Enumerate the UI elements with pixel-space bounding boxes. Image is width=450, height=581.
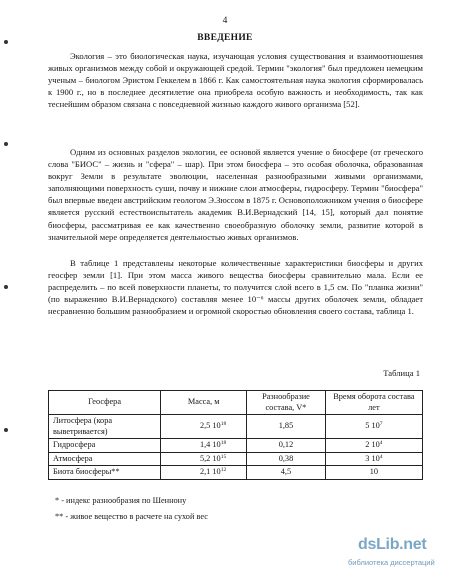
cell-diversity: 4,5: [247, 466, 326, 480]
cell-mass: 2,5 $10^{18}$: [161, 415, 247, 439]
table-row: [49, 415, 423, 439]
cell-diversity: 0,12: [247, 439, 326, 453]
watermark-subtitle: библиотека диссертаций: [348, 558, 435, 567]
footnote: ** - живое вещество в расчете на сухой вес: [55, 512, 208, 521]
paragraph: Одним из основных разделов экологии, ее основой является учение о биосфере (от греческого слова "БИОС" – жизнь и "сфера" – шар). При этом биосфера – это особая оболочка, образованная вокруг Земли в результате эволюции, населенная разнообразными живыми организмами, заполняющими поверхность суши, почву и нижние слои атмосферы, гидросферу. Термин "биосфера" был впервые введен австрийским геологом Э.Зюссом в 1875 г. Основоположником учения о биосфере является русский естествоиспытатель академик В.И.Вернадский [14, 15], который дал понятие биосферы, рассматривая ее как качественно своеобразную оболочку земли, развитие которой в значительной мере определяется деятельностью живых организмов.: [48, 147, 423, 242]
table-row: [49, 452, 423, 466]
cell-time: 10: [325, 466, 422, 480]
cell-diversity: 1,85: [247, 415, 326, 439]
scan-dot: [4, 428, 8, 432]
col-header: Разнообразие состава, V*: [247, 391, 326, 415]
table-caption: Таблица 1: [383, 368, 420, 378]
cell-time: 2 $10^4$: [325, 439, 422, 453]
table-row: [49, 439, 423, 453]
cell-mass: 5,2 $10^{15}$: [161, 452, 247, 466]
geosphere-table: [48, 390, 423, 480]
paragraph: В таблице 1 представлены некоторые количественные характеристики биосферы и других геосфер земли [1]. При этом масса живого вещества биосферы сравнительно мала. Если ее распределить – по всей поверхности планеты, то получится слой всего в 1,5 см. По "планка жизни" (по выражению В.И.Вернадского) составляя менее 10⁻⁶ массы других оболочек земли, обладает несравненно большим разнообразием и огромной скоростью обновления своего состава, таблица 1.: [48, 258, 423, 317]
watermark-logo: dsLib.net: [358, 536, 427, 553]
table-row: [49, 466, 423, 480]
page-title: ВВЕДЕНИЕ: [197, 33, 253, 43]
cell-diversity: 0,38: [247, 452, 326, 466]
cell-mass: 2,1 $10^{12}$: [161, 466, 247, 480]
col-header: Масса, м: [161, 391, 247, 415]
col-header: Геосфера: [49, 391, 161, 415]
col-header: Время оборота состава лет: [325, 391, 422, 415]
paragraph: Экология – это биологическая наука, изучающая условия существования и взаимоотношения живых организмов между собой и окружающей средой. Термин "экология" был предложен немецким ученым – биологом Эристом Геккелем в 1866 г. Как самостоятельная наука экология сформировалась к 1900 г., но в последнее десятилетие она приобрела особую важность и необходимость, так как теснейшим образом связана с повседневной жизнью каждого живого организма [52].: [48, 51, 423, 110]
cell-time: 5 $10^7$: [325, 415, 422, 439]
cell-geosphere: Гидросфера: [49, 439, 161, 453]
page-number: 4: [222, 16, 228, 26]
cell-time: 3 $10^4$: [325, 452, 422, 466]
scan-dot: [4, 285, 8, 289]
table-header-row: [49, 391, 423, 415]
cell-geosphere: Атмосфера: [49, 452, 161, 466]
cell-geosphere: Биота биосферы**: [49, 466, 161, 480]
cell-geosphere: Литосфера (кора выветривается): [49, 415, 161, 439]
cell-mass: 1,4 $10^{18}$: [161, 439, 247, 453]
watermark: [348, 536, 446, 576]
scan-dot: [4, 142, 8, 146]
footnote: * - индекс разнообразия по Шеннону: [55, 496, 187, 505]
